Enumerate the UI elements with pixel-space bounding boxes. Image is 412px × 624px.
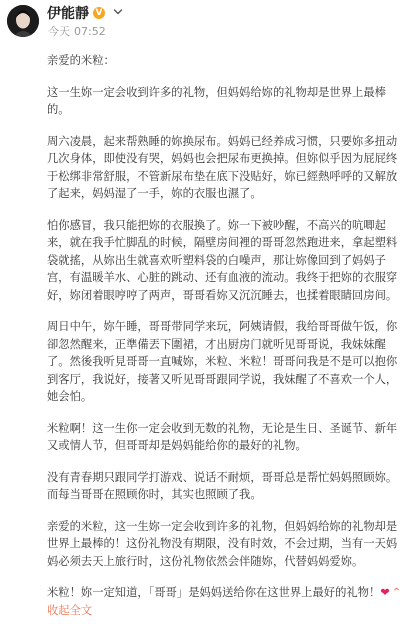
avatar-image: [7, 5, 39, 37]
paragraph: 亲爱的米粒，这一生妳一定会收到许多的礼物，但妈妈给妳的礼物却是世界上最棒的！这份礼物没有期限，没有时效，不会过期，当有一天妈妈必须去天上旅行时，这份礼物依然会伴随妳，代替妈妈爱妳。: [47, 519, 398, 568]
closing-text: 米粒！妳一定知道，「哥哥」是妈妈送给你在这世界上最好的礼物！: [47, 586, 381, 599]
post-header: [0, 0, 412, 40]
chevron-down-icon[interactable]: [111, 5, 125, 19]
paragraph: 没有青春期只跟同学打游戏、说话不耐烦，哥哥总是帮忙妈妈照顾妳。而每当哥哥在照顾你时，其实也照顾了我。: [47, 470, 398, 501]
collapse-label: 收起全文: [47, 603, 93, 617]
paragraph: 怕你感冒，我只能把妳的衣服換了。妳一下被吵醒，不高兴的吭唧起来，就在我手忙脚乱的时候，隔壁房间裡的哥哥忽然跑进来，拿起塑料袋就搖，从妳出生就喜欢听塑料袋的白噪声，那让妳像回到了妈妈子宫，有温暖羊水、心脏的跳动、还有血液的流动。我终于把妳的衣服穿好，妳闭着眼哼哼了两声，哥哥看妳又沉沉睡去，也揉着眼睛回房间。: [47, 218, 398, 302]
author-name[interactable]: 伊能靜: [47, 6, 89, 22]
post-timestamp: [48, 26, 106, 38]
timestamp-time: 07:52: [74, 25, 106, 38]
heart-icon: ❤: [380, 586, 390, 599]
timestamp-day: 今天: [48, 25, 70, 38]
paragraph: 周日中午，妳午睡，哥哥带同学来玩，阿姨请假，我给哥哥做午饭，你卻忽然醒来，正準備丟下圍裙，才出厨房门就听见哥哥说，我妹妹醒了。然後我听見哥哥一直喊妳，米粒、米粒！哥哥问我是不是可以抱你到客厅，我说好，接著又听见哥哥跟同学说，我妹醒了不喜欢一个人，她会怕。: [47, 320, 398, 403]
verified-badge-icon: V: [93, 7, 105, 19]
paragraph-greeting: 亲爱的米粒：: [47, 54, 115, 67]
avatar[interactable]: [7, 5, 39, 37]
paragraph: 米粒啊！这一生你一定会收到无数的礼物，无论是生日、圣诞节、新年又或情人节，但哥哥却是妈妈能给你的最好的礼物。: [47, 421, 398, 452]
collapse-arrow-icon: ⌃: [391, 586, 402, 599]
paragraph-closing: [47, 584, 402, 619]
paragraph: 周六凌晨，起来帮熟睡的妳换尿布。妈妈已经养成习惯，只要妳多扭动几次身体，即使没有哭，妈妈也会把尿布更换掉。但妳似乎因为屁屁终于松绑非常舒服，不管新尿布垫在底下没贴好，妳已經熱呼呼的又解放了起来，妈妈湿了一手，妳的衣服也濕了。: [47, 134, 398, 200]
paragraph: 这一生妳一定会收到许多的礼物，但妈妈给妳的礼物却是世界上最棒的。: [47, 85, 386, 116]
post-body: [47, 52, 402, 619]
